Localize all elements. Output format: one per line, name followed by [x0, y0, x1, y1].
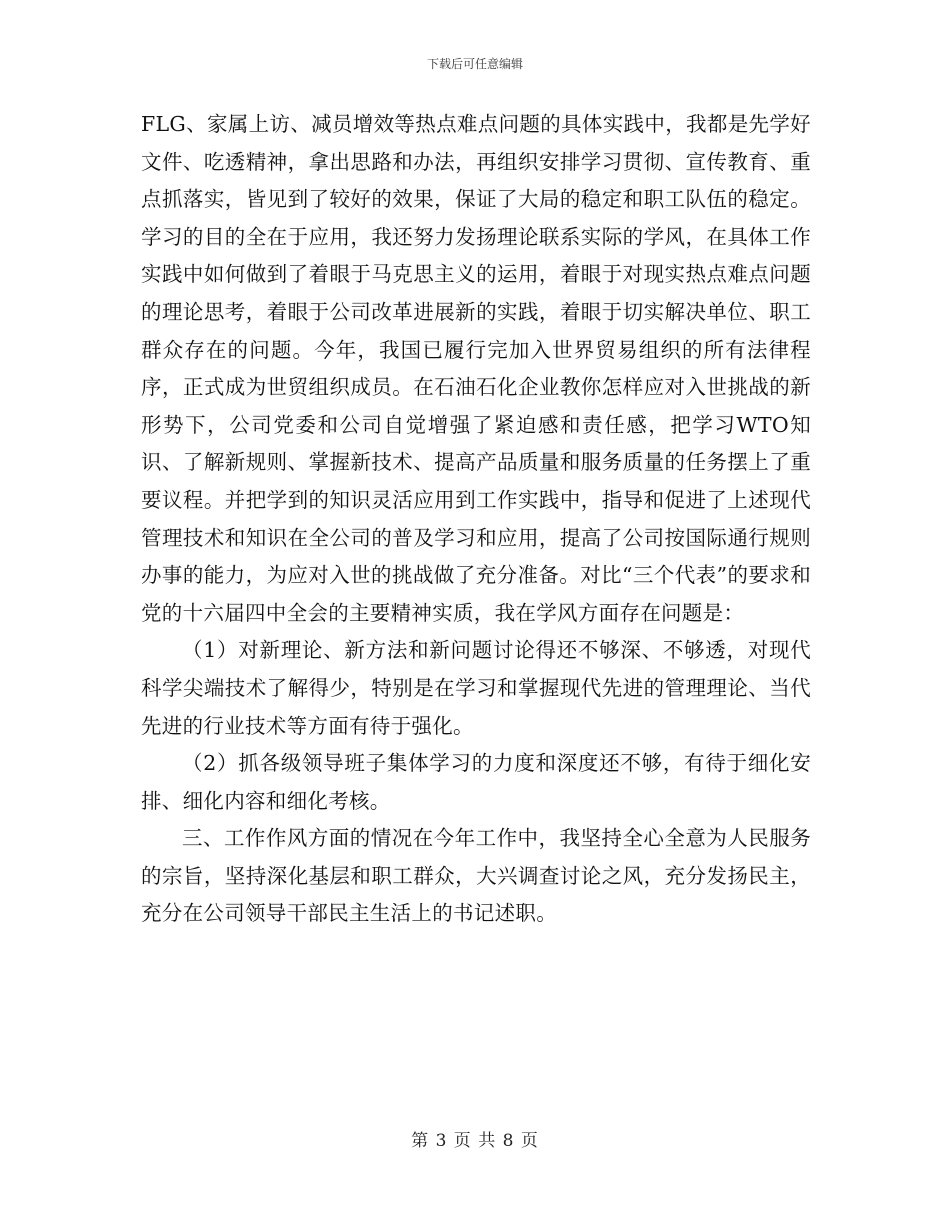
paragraph-study-practice: FLG、家属上访、减员增效等热点难点问题的具体实践中，我都是先学好文件、吃透精神，拿出思路和办法，再组织安排学习贯彻、宣传教育、重点抓落实，皆见到了较好的效果，保证了大局的稳定和职工队伍的稳定。学习的目的全在于应用，我还努力发扬理论联系实际的学风，在具体工作实践中如何做到了着眼于马克思主义的运用，着眼于对现实热点难点问题的理论思考，着眼于公司改革进展新的实践，着眼于切实解决单位、职工群众存在的问题。今年，我国已履行完加入世界贸易组织的所有法律程序，正式成为世贸组织成员。在石油石化企业教你怎样应对入世挑战的新形势下，公司党委和公司自觉增强了紧迫感和责任感，把学习WTO知识、了解新规则、掌握新技术、提高产品质量和服务质量的任务摆上了重要议程。并把学到的知识灵活应用到工作实践中，指导和促进了上述现代管理技术和知识在全公司的普及学习和应用，提高了公司按国际通行规则办事的能力，为应对入世的挑战做了充分准备。对比“三个代表”的要求和党的十六届四中全会的主要精神实质，我在学风方面存在问题是： [141, 112, 811, 625]
paragraph-work-style: 三、工作作风方面的情况在今年工作中，我坚持全心全意为人民服务的宗旨，坚持深化基层和职工群众，大兴调查讨论之风，充分发扬民主，充分在公司领导干部民主生活上的书记述职。 [141, 826, 811, 926]
document-body [141, 106, 811, 933]
page-number-footer: 第 3 页 共 8 页 [411, 1131, 539, 1151]
paragraph-issue-1: （1）对新理论、新方法和新问题讨论得还不够深、不够透，对现代科学尖端技术了解得少，特别是在学习和掌握现代先进的管理理论、当代先进的行业技术等方面有待于强化。 [141, 638, 811, 738]
paragraph-issue-2: （2）抓各级领导班子集体学习的力度和深度还不够，有待于细化安排、细化内容和细化考核。 [141, 751, 811, 813]
header-note: 下载后可任意编辑 [426, 57, 523, 71]
